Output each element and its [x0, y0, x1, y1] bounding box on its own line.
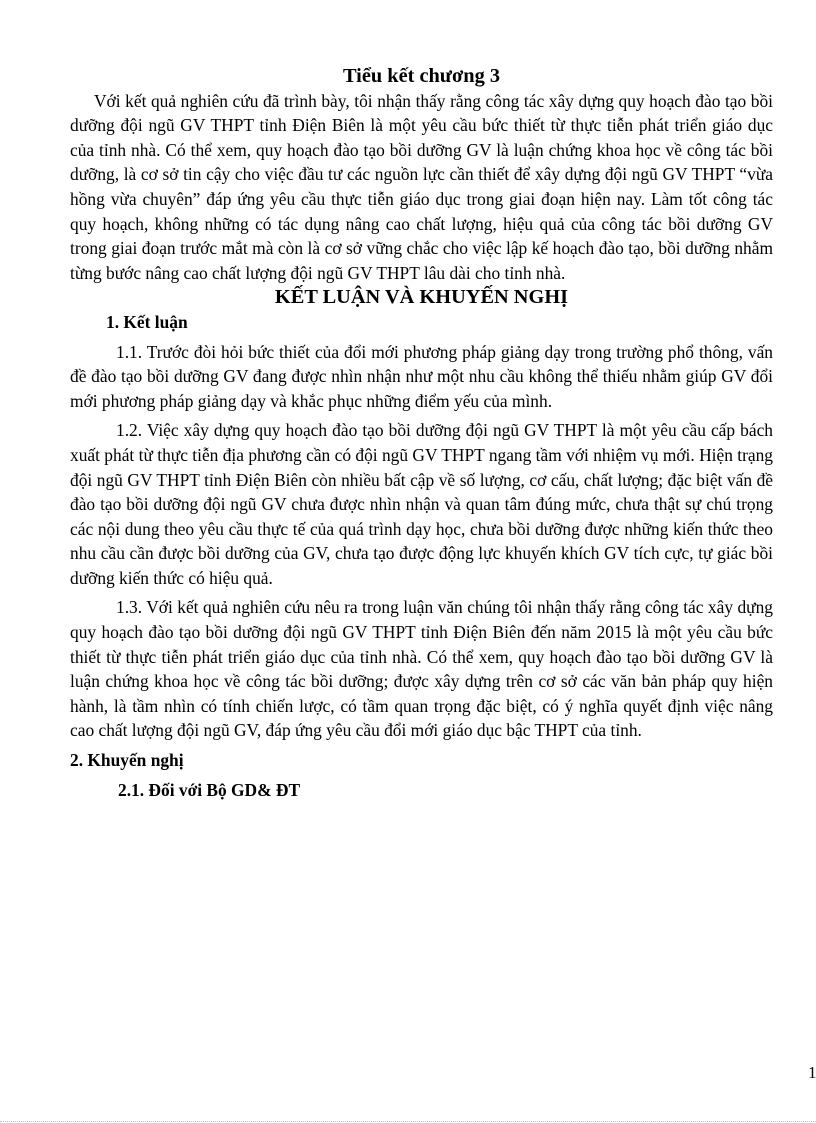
paragraph-1-1: 1.1. Trước đòi hỏi bức thiết của đổi mới phương pháp giảng dạy trong trường phổ thông, vấn đề đào tạo bồi dưỡng GV đang được nhìn nhận như một nhu cầu không thể thiếu nhằm giúp GV đổi mới phương pháp giảng dạy và khắc phục những điểm yếu của mình.: [70, 341, 773, 411]
page-number: 1: [808, 1063, 816, 1082]
part2-1-heading: 2.1. Đối với Bộ GD& ĐT: [118, 779, 301, 800]
section-title: Tiểu kết chương 3: [342, 65, 501, 87]
paragraph-1-3: 1.3. Với kết quả nghiên cứu nêu ra trong luận văn chúng tôi nhận thấy rằng công tác xây dựng quy hoạch đào tạo bồi dưỡng đội ngũ GV THPT tỉnh Điện Biên đến năm 2015 là một yêu cầu bức thiết từ thực tiễn phát triển giáo dục của tỉnh nhà. Có thể xem, quy hoạch đào tạo bồi dưỡng GV là luận chứng khoa học về công tác bồi dưỡng; được xây dựng trên cơ sở các văn bản pháp quy hiện hành, là tầm nhìn có tính chiến lược, có tầm quan trọng đặc biệt, có ý nghĩa quyết định việc nâng cao chất lượng đội ngũ GV, đáp ứng yêu cầu đổi mới giáo dục bậc THPT của tỉnh.: [70, 597, 773, 741]
summary-paragraph: Với kết quả nghiên cứu đã trình bày, tôi nhận thấy rằng công tác xây dựng quy hoạch đào tạo bồi dưỡng đội ngũ GV THPT tỉnh Điện Biên là một yêu cầu bức thiết từ thực tiễn phát triển giáo dục của tỉnh nhà. Có thể xem, quy hoạch đào tạo bồi dưỡng GV là luận chứng khoa học về công tác bồi dưỡng, là cơ sở tin cậy cho việc đầu tư các nguồn lực cần thiết để xây dựng đội ngũ GV THPT “vừa hồng vừa chuyên” đáp ứng yêu cầu thực tiễn giáo dục trong giai đoạn hiện nay. Làm tốt công tác quy hoạch, không những có tác dụng nâng cao chất lượng, hiệu quả của công tác bồi dưỡng GV trong giai đoạn trước mắt mà còn là cơ sở vững chắc cho việc lập kế hoạch đào tạo, bồi dưỡng nhằm từng bước nâng cao chất lượng đội ngũ GV THPT lâu dài cho tỉnh nhà.: [70, 90, 773, 283]
page-body: [70, 64, 773, 802]
conclusion-title: KẾT LUẬN VÀ KHUYẾN NGHỊ: [274, 286, 569, 309]
part1-heading: 1. Kết luận: [106, 311, 188, 332]
paragraph-1-2: 1.2. Việc xây dựng quy hoạch đào tạo bồi dưỡng đội ngũ GV THPT là một yêu cầu cấp bách xuất phát từ thực tiễn địa phương cần có đội ngũ GV THPT ngang tầm với nhiệm vụ mới. Hiện trạng đội ngũ GV THPT tỉnh Điện Biên còn nhiều bất cập về số lượng, cơ cấu, chất lượng; đặc biệt vấn đề đào tạo bồi dưỡng đội ngũ GV chưa được nhìn nhận và quan tâm đúng mức, chưa thật sự chú trọng các nội dung theo yêu cầu thực tế của quá trình dạy học, chưa bồi dưỡng được những kiến thức theo nhu cầu cần được bồi dưỡng của GV, chưa tạo được động lực khuyến khích GV tích cực, tự giác bồi dưỡng kiến thức có hiệu quả.: [70, 420, 773, 588]
part2-heading: 2. Khuyến nghị: [70, 750, 184, 771]
page-bottom-divider: [0, 1121, 816, 1122]
